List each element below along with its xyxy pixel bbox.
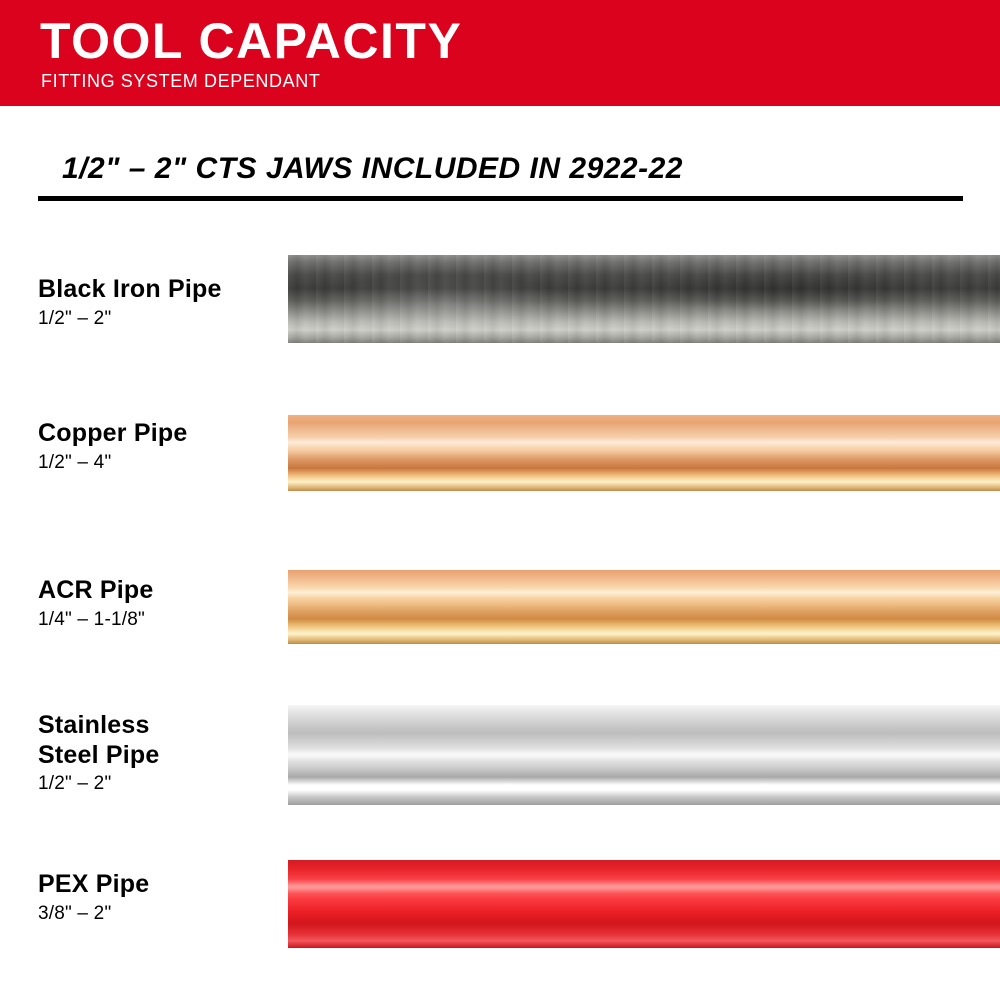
row-label [38,275,288,330]
row-name: PEX Pipe [38,870,150,898]
pipe-graphic-copper [288,415,1000,491]
row-label [38,419,288,474]
row-name: ACR Pipe [38,576,154,604]
row-size: 1/4" – 1-1/8" [38,608,145,630]
header-band [0,0,1000,106]
page-title: TOOL CAPACITY [40,13,463,69]
row-size: 3/8" – 2" [38,902,112,924]
row-name: Copper Pipe [38,419,188,447]
row-label [38,870,288,925]
section-heading: 1/2" – 2" CTS JAWS INCLUDED IN 2922-22 [62,152,683,185]
section-divider [38,196,963,201]
pipe-graphic-black-iron [288,255,1000,343]
row-label [38,576,288,631]
pipe-graphic-stainless-steel [288,705,1000,805]
row-size: 1/2" – 4" [38,451,112,473]
page-subtitle: FITTING SYSTEM DEPENDANT [41,71,321,91]
row-name: Black Iron Pipe [38,275,222,303]
row-label [38,711,288,796]
pipe-graphic-pex [288,860,1000,948]
row-name: Stainless [38,711,150,739]
pipe-graphic-acr [288,570,1000,644]
row-name-line2: Steel Pipe [38,740,160,769]
row-size: 1/2" – 2" [38,773,112,794]
row-size: 1/2" – 2" [38,307,112,329]
